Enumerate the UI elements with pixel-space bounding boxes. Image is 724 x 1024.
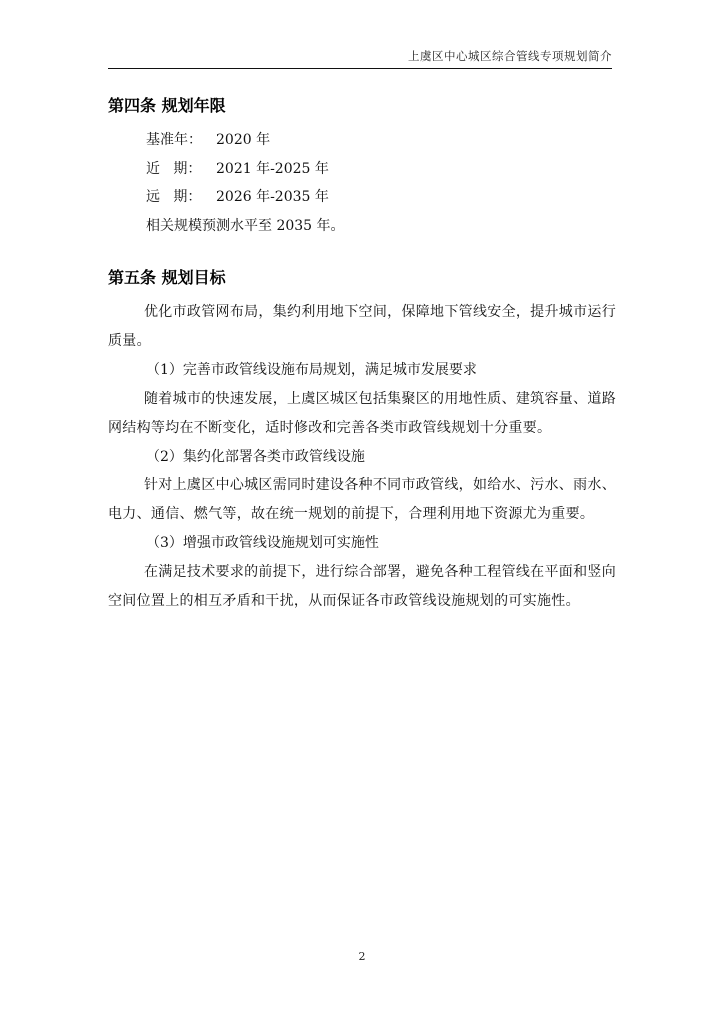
goal-item-title: （3）增强市政管线设施规划可实施性 — [146, 535, 379, 551]
planning-period-value: 2026 年-2035 年 — [216, 189, 329, 205]
planning-period-row — [108, 183, 616, 212]
goal-item-body: 在满足技术要求的前提下，进行综合部署，避免各种工程管线在平面和竖向空间位置上的相互矛盾和干扰，从而保证各市政管线设施规划的可实施性。 — [108, 563, 616, 609]
planning-period-value: 2021 年-2025 年 — [216, 160, 329, 177]
planning-period-label: 远 期： — [146, 189, 202, 205]
running-header: 上虞区中心城区综合管线专项规划简介 — [408, 49, 612, 63]
planning-period-label: 近 期： — [146, 160, 202, 177]
planning-period-label: 基准年： — [146, 132, 202, 148]
section-4-heading: 第四条 规划年限 — [108, 96, 226, 115]
goal-item-body: 针对上虞区中心城区需同时建设各种不同市政管线，如给水、污水、雨水、电力、通信、燃气等，故在统一规划的前提下，合理利用地下资源尤为重要。 — [108, 477, 616, 522]
goal-item-title: （2）集约化部署各类市政管线设施 — [146, 448, 365, 465]
document-body — [108, 92, 616, 616]
planning-period-row — [108, 126, 616, 155]
section-5-heading: 第五条 规划目标 — [108, 268, 226, 287]
planning-period-value: 2020 年 — [216, 132, 271, 148]
forecast-note: 相关规模预测水平至 2035 年。 — [146, 217, 345, 234]
header-divider — [108, 68, 612, 69]
goal-item-body: 随着城市的快速发展，上虞区城区包括集聚区的用地性质、建筑容量、道路网结构等均在不断变化，适时修改和完善各类市政管线规划十分重要。 — [108, 390, 616, 436]
section-5-intro: 优化市政管网布局，集约利用地下空间，保障地下管线安全，提升城市运行质量。 — [108, 304, 616, 349]
planning-period-row — [108, 155, 616, 184]
page-number: 2 — [358, 950, 366, 963]
goal-item-title: （1）完善市政管线设施布局规划，满足城市发展要求 — [146, 362, 477, 378]
